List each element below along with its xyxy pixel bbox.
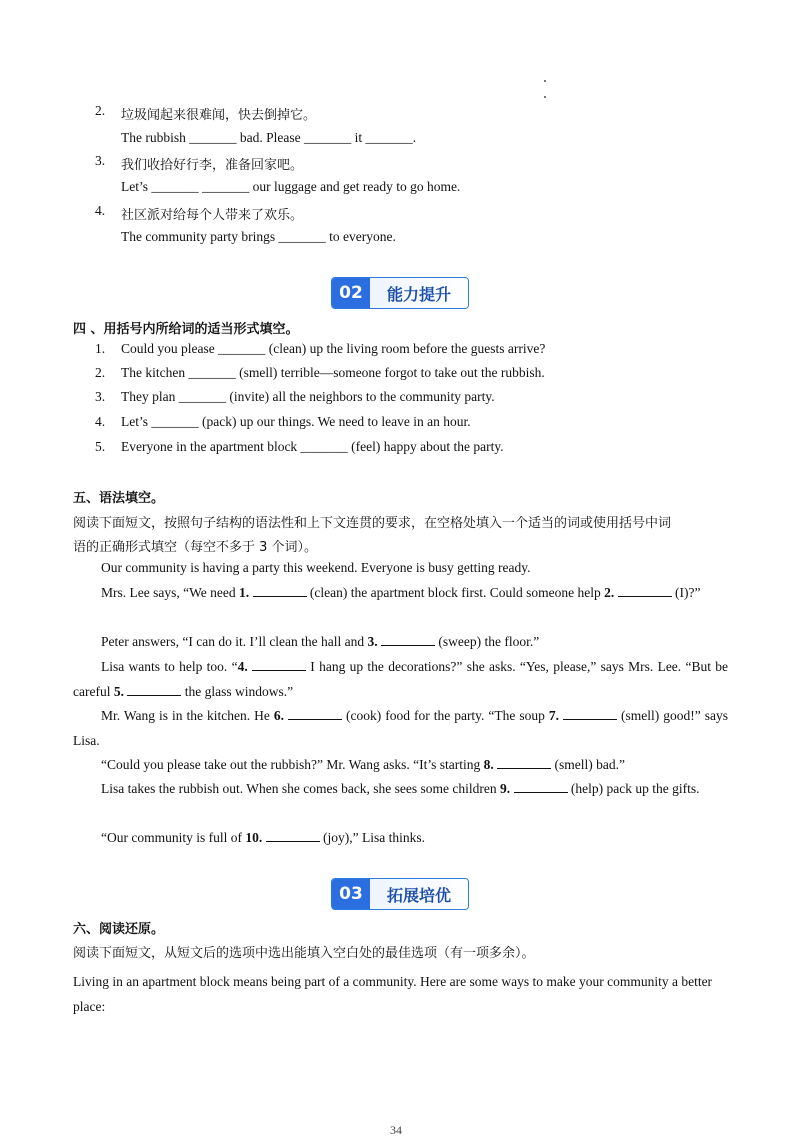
item-english: The community party brings _______ to everyone. xyxy=(121,229,396,244)
instruction-text: 阅读下面短文，按照句子结构的语法性和上下文连贯的要求，在空格处填入一个适当的词或使用括号中词 xyxy=(73,516,672,531)
passage-paragraph xyxy=(73,655,728,704)
passage-paragraph xyxy=(73,777,728,802)
blank-number: 5. xyxy=(113,683,124,699)
blank-line xyxy=(252,658,306,671)
blank-line xyxy=(514,780,568,793)
section-badge-extension xyxy=(331,878,469,910)
item-number: 3. xyxy=(95,389,106,404)
blank-number: 6. xyxy=(273,708,284,723)
passage-paragraph xyxy=(73,704,728,753)
badge-label: 拓展培优 xyxy=(370,879,468,909)
badge-number: 03 xyxy=(332,879,370,909)
passage-text: (clean) the apartment block first. Could someone help xyxy=(306,585,605,600)
item-chinese: 垃圾闻起来很难闻，快去倒掉它。 xyxy=(121,108,317,123)
passage-text: I hang up the decorations?” she asks. “Yes, please,” says Mrs. Lee. “But be careful xyxy=(73,659,729,699)
passage-text: Lisa wants to help too. “ xyxy=(101,659,238,674)
passage-text: (I)?” xyxy=(671,585,701,600)
passage-paragraph xyxy=(73,581,728,606)
passage-text: (sweep) the floor.” xyxy=(435,634,540,649)
passage-text: (smell) bad.” xyxy=(551,757,625,772)
blank-line xyxy=(381,633,435,646)
passage-text: (joy),” Lisa thinks. xyxy=(319,830,425,845)
item-number: 4. xyxy=(95,203,106,218)
blank-line xyxy=(253,584,307,597)
passage-paragraph xyxy=(73,556,728,581)
blank-number: 9. xyxy=(500,781,511,796)
blank-line xyxy=(563,707,617,720)
passage-text: (smell) good!” says Lisa. xyxy=(73,708,729,748)
item-number: 5. xyxy=(95,439,106,454)
passage-text: Our community is having a party this weekend. Everyone is busy getting ready. xyxy=(101,560,531,575)
page-number: 34 xyxy=(390,1123,402,1137)
blank-number: 7. xyxy=(548,708,560,723)
passage-text: “Could you please take out the rubbish?” Mr. Wang asks. “It’s starting xyxy=(101,757,484,772)
item-chinese: 我们收拾好行李，准备回家吧。 xyxy=(121,158,304,173)
item-english: The rubbish _______ bad. Please _______ it _______. xyxy=(121,130,417,145)
blank-number: 4. xyxy=(237,659,248,674)
section-heading: 五、语法填空。 xyxy=(73,491,165,506)
passage-paragraph xyxy=(73,826,728,851)
section-badge-ability xyxy=(331,277,469,309)
decorative-dot xyxy=(544,80,546,82)
blank-line xyxy=(127,683,181,696)
item-number: 3. xyxy=(95,153,106,168)
instruction-text: 语的正确形式填空（每空不多于 3 个词）。 xyxy=(73,540,318,555)
item-chinese: 社区派对给每个人带来了欢乐。 xyxy=(121,208,304,223)
blank-line xyxy=(618,584,672,597)
instruction-text: 阅读下面短文，从短文后的选项中选出能填入空白处的最佳选项（有一项多余）。 xyxy=(73,946,535,961)
passage-text: Mr. Wang is in the kitchen. He xyxy=(101,708,274,723)
item-number: 1. xyxy=(95,341,106,356)
badge-label: 能力提升 xyxy=(370,278,468,308)
passage-text: the glass windows.” xyxy=(181,683,294,699)
item-number: 2. xyxy=(95,365,106,380)
item-text: They plan _______ (invite) all the neighbors to the community party. xyxy=(121,389,495,404)
section-heading: 六、阅读还原。 xyxy=(73,922,165,937)
passage-text: Peter answers, “I can do it. I’ll clean the hall and xyxy=(101,634,368,649)
passage-text: “Our community is full of xyxy=(101,830,246,845)
section-heading: 四 、用括号内所给词的适当形式填空。 xyxy=(73,322,299,337)
item-text: Everyone in the apartment block _______ (feel) happy about the party. xyxy=(121,439,504,454)
blank-number: 2. xyxy=(604,585,615,600)
badge-number: 02 xyxy=(332,278,370,308)
item-text: Could you please _______ (clean) up the living room before the guests arrive? xyxy=(121,341,546,356)
item-number: 4. xyxy=(95,414,106,429)
blank-number: 10. xyxy=(245,830,263,845)
passage-paragraph xyxy=(73,630,728,655)
blank-line xyxy=(266,829,320,842)
blank-number: 1. xyxy=(239,585,250,600)
item-text: Let’s _______ (pack) up our things. We need to leave in an hour. xyxy=(121,414,471,429)
item-english: Let’s _______ _______ our luggage and get ready to go home. xyxy=(121,179,461,194)
passage-paragraph xyxy=(73,970,728,1019)
item-text: The kitchen _______ (smell) terrible—someone forgot to take out the rubbish. xyxy=(121,365,545,380)
item-number: 2. xyxy=(95,103,106,118)
passage-paragraph xyxy=(73,753,728,778)
blank-line xyxy=(288,707,342,720)
passage-text: (help) pack up the gifts. xyxy=(567,781,700,796)
blank-number: 8. xyxy=(483,757,494,772)
passage-text: Living in an apartment block means being part of a community. Here are some ways to make your community a better place: xyxy=(73,974,713,1014)
blank-line xyxy=(497,756,551,769)
blank-number: 3. xyxy=(367,634,378,649)
passage-text: Mrs. Lee says, “We need xyxy=(101,585,239,600)
passage-text: Lisa takes the rubbish out. When she comes back, she sees some children xyxy=(101,781,501,796)
passage-text: (cook) food for the party. “The soup xyxy=(342,708,549,723)
decorative-dot xyxy=(544,96,546,98)
